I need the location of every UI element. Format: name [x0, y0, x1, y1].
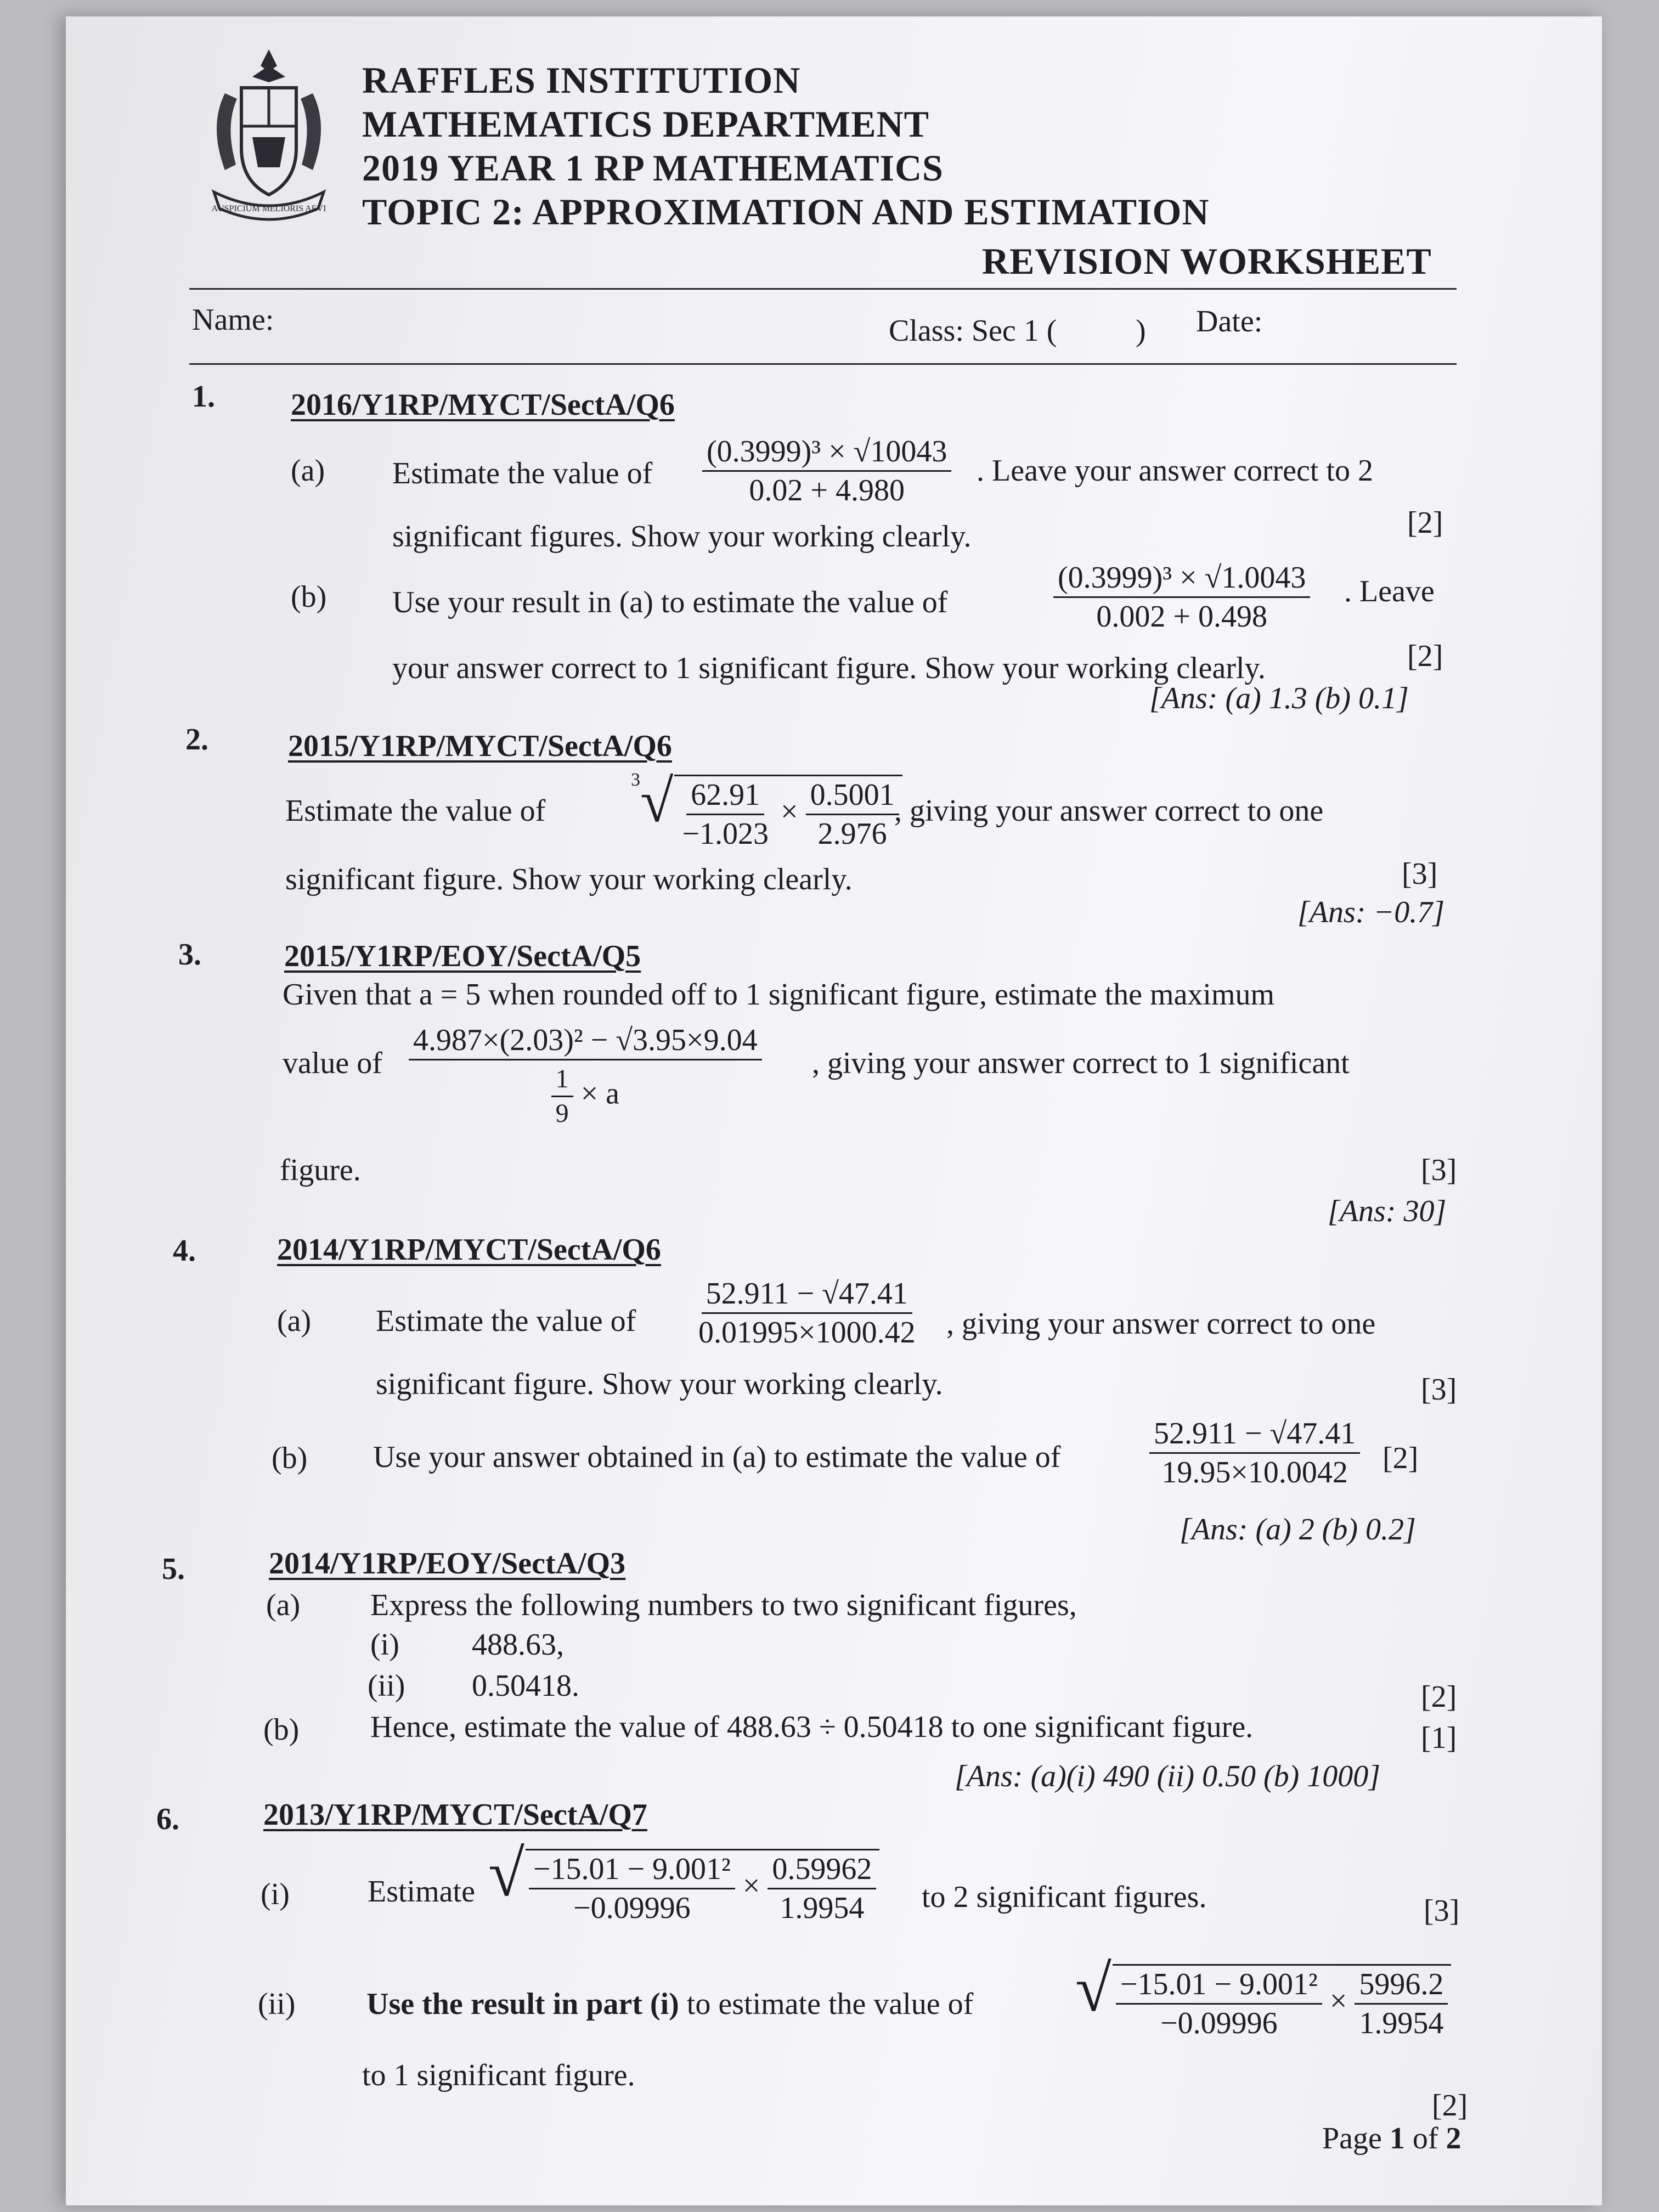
page-total: 2: [1446, 2121, 1462, 2155]
q4-reference: 2014/Y1RP/MYCT/SectA/Q6: [277, 1233, 661, 1267]
q6ii-root-expression: √ $\frac{\text{−15.01 − 9.001²}}{-0.09996}$ × $\frac{5996.2}{1.9954}$: [1075, 1956, 1451, 2039]
q6i-frac1-den: −0.09996: [573, 1891, 691, 1925]
q5-number: 5.: [162, 1552, 185, 1586]
q4a-denominator: 0.01995×1000.42: [698, 1316, 916, 1350]
q1a-text-cont: . Leave your answer correct to 2: [977, 454, 1373, 488]
q4a-text-cont: , giving your answer correct to one: [946, 1307, 1376, 1341]
q1b-label: (b): [291, 580, 327, 614]
q2-frac2-den: 2.976: [817, 816, 887, 851]
q1-reference: 2016/Y1RP/MYCT/SectA/Q6: [291, 388, 675, 422]
q2-reference: 2015/Y1RP/MYCT/SectA/Q6: [288, 729, 672, 763]
q2-cube-root-expression: $^3$√ $\frac{62.91}{-1.023}$ × $\frac{0.5001}{2.976}$: [631, 771, 902, 849]
q6ii-text-rest: to estimate the value of: [686, 1987, 974, 2021]
q6i-text-cont: to 2 significant figures.: [922, 1880, 1207, 1914]
school-crest-icon: [203, 44, 335, 225]
q4a-text-line2: significant figure. Show your working clearly.: [376, 1367, 943, 1401]
q1a-fraction: [702, 436, 951, 506]
q6ii-frac2-num: 5996.2: [1355, 1969, 1448, 2005]
q2-answer: [Ans: −0.7]: [1297, 895, 1445, 929]
q3-text-figure: figure.: [280, 1153, 361, 1187]
q5a-ii-label: (ii): [368, 1669, 405, 1703]
q4b-label: (b): [272, 1441, 308, 1475]
q5-reference: 2014/Y1RP/EOY/SectA/Q3: [269, 1547, 626, 1581]
q3-marks: [3]: [1421, 1153, 1457, 1187]
q6i-frac2-num: 0.59962: [768, 1854, 876, 1889]
q2-frac1-den: −1.023: [682, 816, 769, 851]
q1b-fraction: [1053, 562, 1310, 632]
q2-number: 2.: [185, 723, 208, 757]
q4a-fraction: [694, 1278, 920, 1348]
q1b-marks: [2]: [1407, 639, 1443, 673]
q3-text-cont: , giving your answer correct to 1 significant: [812, 1046, 1350, 1080]
q6i-frac2-den: 1.9954: [780, 1891, 865, 1925]
q1a-text: Estimate the value of: [392, 456, 653, 490]
page-current: 1: [1389, 2121, 1405, 2155]
q3-den-frac-num: 1: [551, 1066, 573, 1097]
svg-text:AUSPICIUM MELIORIS AEVI: AUSPICIUM MELIORIS AEVI: [211, 204, 326, 213]
q4a-text: Estimate the value of: [376, 1304, 636, 1338]
q3-fraction: [409, 1025, 762, 1127]
q1-answer: [Ans: (a) 1.3 (b) 0.1]: [1149, 681, 1409, 715]
q5b-label: (b): [263, 1713, 300, 1747]
q2-marks: [3]: [1402, 857, 1438, 891]
q6ii-text: [366, 1989, 973, 2019]
q6-reference: 2013/Y1RP/MYCT/SectA/Q7: [263, 1798, 647, 1832]
q6i-frac1-num: −15.01 − 9.001²: [529, 1854, 735, 1889]
q5a-i-value: 488.63,: [472, 1628, 564, 1662]
q5a-text: Express the following numbers to two significant figures,: [370, 1588, 1077, 1622]
q4b-fraction: [1149, 1418, 1360, 1488]
q6ii-text-bold: Use the result in part (i): [366, 1987, 679, 2021]
q1b-text: Use your result in (a) to estimate the value of: [392, 585, 948, 619]
fields-divider: [189, 363, 1457, 365]
q4b-numerator: 52.911 − √47.41: [1149, 1418, 1360, 1454]
q1a-denominator: 0.02 + 4.980: [749, 473, 905, 507]
q4-number: 4.: [173, 1234, 196, 1268]
header-department: MATHEMATICS DEPARTMENT: [362, 103, 929, 145]
header-topic: TOPIC 2: APPROXIMATION AND ESTIMATION: [362, 191, 1210, 233]
q3-numerator: 4.987×(2.03)² − √3.95×9.04: [409, 1025, 762, 1060]
q5b-marks: [1]: [1421, 1721, 1457, 1755]
q5-answer: [Ans: (a)(i) 490 (ii) 0.50 (b) 1000]: [955, 1759, 1381, 1793]
name-label: Name:: [192, 303, 274, 337]
date-label: Date:: [1196, 304, 1263, 338]
header-course: 2019 YEAR 1 RP MATHEMATICS: [362, 147, 944, 189]
q6ii-frac2-den: 1.9954: [1359, 2006, 1444, 2040]
page-number: [1322, 2123, 1462, 2154]
page-of: of: [1412, 2121, 1438, 2155]
q6ii-frac1-den: −0.09996: [1160, 2006, 1278, 2040]
q3-den-frac-den: 9: [555, 1099, 569, 1128]
q6i-label: (i): [261, 1877, 290, 1911]
q1a-text-line2: significant figures. Show your working clearly.: [392, 520, 972, 554]
q4a-marks: [3]: [1421, 1373, 1457, 1407]
header-divider: [189, 288, 1457, 290]
q4-answer: [Ans: (a) 2 (b) 0.2]: [1180, 1513, 1416, 1547]
q6ii-marks: [2]: [1432, 2089, 1468, 2123]
q1a-label: (a): [291, 454, 325, 488]
q4a-numerator: 52.911 − √47.41: [702, 1278, 912, 1314]
q5b-text: Hence, estimate the value of 488.63 ÷ 0.50418 to one significant figure.: [370, 1710, 1254, 1744]
q1b-denominator: 0.002 + 0.498: [1096, 600, 1267, 634]
q1a-marks: [2]: [1407, 506, 1443, 540]
q1b-text-line2: your answer correct to 1 significant figure. Show your working clearly.: [392, 651, 1266, 685]
q6ii-text-line2: to 1 significant figure.: [362, 2058, 635, 2092]
q4b-denominator: 19.95×10.0042: [1161, 1455, 1348, 1489]
q3-answer: [Ans: 30]: [1328, 1194, 1447, 1228]
header-institution: RAFFLES INSTITUTION: [362, 59, 801, 101]
q6i-text: Estimate: [368, 1875, 475, 1909]
q4b-marks: [2]: [1383, 1441, 1419, 1475]
q1a-numerator: (0.3999)³ × √10043: [702, 436, 951, 472]
q4a-label: (a): [277, 1304, 312, 1338]
q1b-text-cont: . Leave: [1344, 574, 1435, 608]
class-close: ): [1136, 314, 1146, 348]
q3-text: Given that a = 5 when rounded off to 1 significant figure, estimate the maximum: [283, 978, 1275, 1012]
q5a-marks: [2]: [1421, 1680, 1457, 1714]
page-prefix: Page: [1322, 2121, 1382, 2155]
q3-number: 3.: [178, 938, 201, 972]
q2-text-cont: , giving your answer correct to one: [894, 794, 1324, 828]
q2-frac2-num: 0.5001: [806, 780, 899, 815]
q6ii-label: (ii): [258, 1987, 296, 2021]
q5a-i-label: (i): [370, 1628, 399, 1662]
q3-reference: 2015/Y1RP/EOY/SectA/Q5: [284, 939, 641, 973]
q6i-marks: [3]: [1424, 1894, 1460, 1928]
q2-text: Estimate the value of: [285, 794, 546, 828]
q6-number: 6.: [156, 1802, 179, 1836]
class-label: Class: Sec 1 (: [889, 314, 1057, 348]
q5a-label: (a): [266, 1588, 301, 1622]
q6i-root-expression: √ $\frac{\text{−15.01 − 9.001²}}{-0.09996}$ × $\frac{0.59962}{1.9954}$: [488, 1841, 879, 1923]
header-worksheet-title: REVISION WORKSHEET: [982, 240, 1432, 282]
q5a-ii-value: 0.50418.: [472, 1669, 579, 1703]
q4b-text: Use your answer obtained in (a) to estimate the value of: [373, 1440, 1061, 1474]
q2-frac1-num: 62.91: [686, 780, 764, 815]
q6ii-frac1-num: −15.01 − 9.001²: [1116, 1969, 1322, 2005]
q3-text-value-of: value of: [283, 1046, 382, 1080]
q2-text-line2: significant figure. Show your working clearly.: [285, 862, 853, 896]
q3-denominator: × a: [580, 1076, 619, 1111]
q1b-numerator: (0.3999)³ × √1.0043: [1053, 562, 1310, 598]
q1-number: 1.: [192, 380, 215, 414]
